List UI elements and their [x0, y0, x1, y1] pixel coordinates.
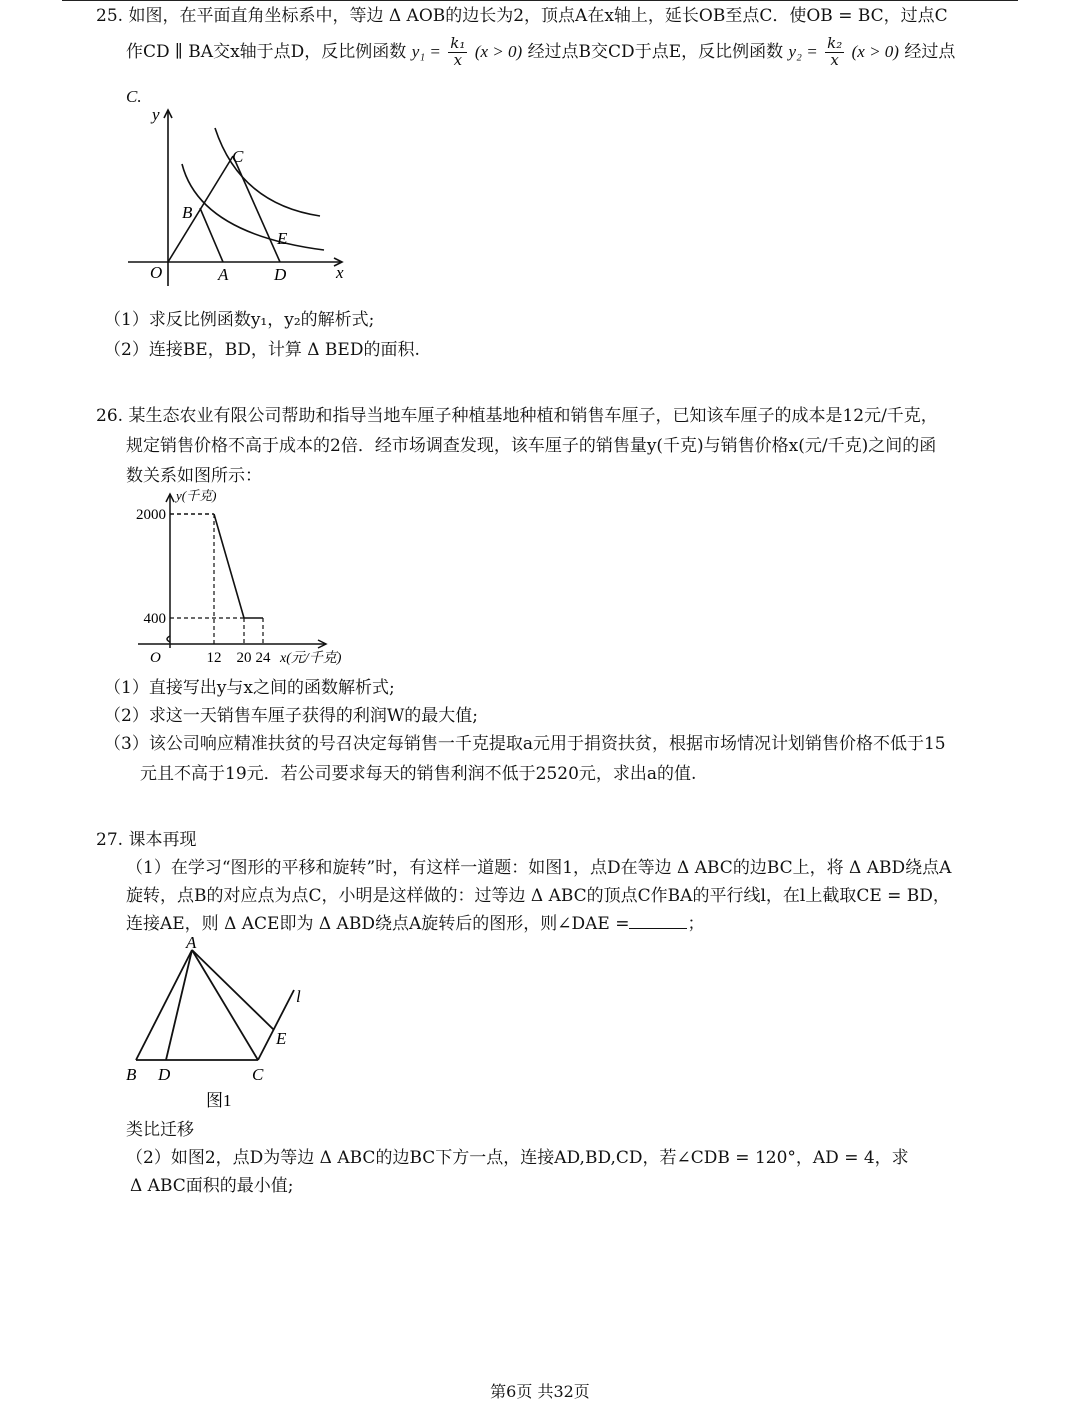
q27-label-C: C — [252, 1065, 264, 1084]
q26-sub3-line2: 元且不高于19元．若公司要求每天的销售利润不低于2520元，求出a的值. — [140, 764, 697, 784]
q27-label-B: B — [126, 1065, 137, 1084]
q26-ytick-2000: 2000 — [136, 507, 166, 523]
q25-line3: C. — [126, 87, 142, 106]
q26-sub3-line1: （3）该公司响应精准扶贫的号召决定每销售一千克提取a元用于捐资扶贫，根据市场情况计划销售价格不低于15 — [104, 734, 946, 754]
q26-line2: 规定销售价格不高于成本的2倍．经市场调查发现，该车厘子的销售量y(千克)与销售价格x(元/千克)之间的函 — [126, 436, 937, 456]
q27-analogy-heading: 类比迁移 — [126, 1120, 194, 1140]
q26-sub1: （1）直接写出y与x之间的函数解析式; — [104, 678, 395, 698]
q27-label-l: l — [296, 987, 301, 1006]
q26-line3: 数关系如图所示： — [126, 466, 262, 486]
q25-cond1: (x > 0) — [474, 41, 523, 61]
q25-x-den1: x — [453, 50, 463, 69]
q25-figure — [120, 104, 360, 294]
q25-line1 — [96, 2, 948, 32]
q25-label-B: B — [182, 203, 193, 222]
q25-label-y: y — [152, 105, 160, 124]
q25-y1: y₁ = — [411, 41, 441, 61]
q27-heading-line — [96, 826, 196, 856]
q27-label-A: A — [186, 936, 197, 952]
q25-text-2c: 经过点 — [904, 41, 956, 62]
q27-line-l — [258, 990, 294, 1060]
q27-answer-blank[interactable] — [629, 914, 687, 929]
q26-segment-2 — [214, 514, 244, 618]
q27-label-E: E — [276, 1029, 287, 1048]
q25-x-den2: x — [830, 50, 839, 69]
q25-cond2: (x > 0) — [851, 41, 899, 61]
q25-curve-y2 — [215, 128, 320, 216]
q25-label-C: C — [232, 147, 244, 166]
q27-segment-AB — [136, 950, 192, 1060]
q25-frac-k2 — [825, 36, 844, 69]
q26-line1 — [96, 402, 938, 432]
page-footer: 第6页 共32页 — [490, 1382, 590, 1401]
q26-number: 26. — [96, 406, 124, 426]
q27-sub2-line2: Δ ABC面积的最小值; — [130, 1176, 294, 1196]
q27-text-3: 连接AE，则 Δ ACE即为 Δ ABD绕点A旋转后的图形，则∠DAE = — [126, 914, 630, 934]
q26-origin-label: O — [150, 650, 161, 666]
q27-label-D: D — [158, 1065, 171, 1084]
q25-segment-CD — [233, 156, 280, 262]
q26-sub2: （2）求这一天销售车厘子获得的利润W的最大值; — [104, 706, 479, 726]
q25-label-O: O — [150, 263, 163, 282]
q27-heading: 课本再现 — [128, 830, 197, 850]
q27-sub2-line1: （2）如图2，点D为等边 Δ ABC的边BC下方一点，连接AD,BD,CD，若∠CDB = 120°，AD = 4，求 — [126, 1148, 909, 1168]
q27-line1: （1）在学习“图形的平移和旋转”时，有这样一道题：如图1，点D在等边 Δ ABC的边BC上，将 Δ ABD绕点A — [126, 858, 952, 878]
q27-number: 27. — [96, 830, 124, 850]
q25-k1: k₁ — [450, 34, 466, 52]
q27-line2: 旋转，点B的对应点为点C，小明是这样做的：过等边 Δ ABC的顶点C作BA的平行线l，在l上截取CE = BD， — [126, 886, 950, 906]
q25-label-x: x — [336, 263, 344, 282]
q25-label-D: D — [274, 265, 287, 284]
q27-text-3-end: ； — [687, 914, 705, 934]
q27-segment-AD — [166, 950, 192, 1060]
q25-frac-k1 — [448, 36, 467, 69]
q26-chart — [118, 486, 378, 670]
q25-line2 — [126, 36, 955, 69]
q27-figure-1 — [118, 936, 328, 1114]
top-rule — [62, 0, 1018, 1]
q25-label-A: A — [218, 265, 229, 284]
q25-y2: y₂ = — [788, 41, 818, 61]
q25-number: 25. — [96, 6, 124, 26]
q25-k2: k₂ — [827, 34, 843, 52]
q25-label-E: E — [277, 229, 288, 248]
q25-curve-y1 — [182, 164, 324, 250]
q26-ylabel: y(千克) — [176, 488, 217, 503]
q26-text-1: 某生态农业有限公司帮助和指导当地车厘子种植基地种植和销售车厘子，已知该车厘子的成本是12元/千克， — [128, 406, 938, 426]
q25-text-1: 如图，在平面直角坐标系中，等边 Δ AOB的边长为2，顶点A在x轴上，延长OB至点C．使OB = BC，过点C — [128, 6, 948, 26]
q26-xlabel: x(元/千克) — [280, 651, 342, 666]
q26-xtick-24: 24 — [255, 650, 271, 666]
q26-xtick-20: 20 — [236, 650, 252, 666]
q25-text-2b: 经过点B交CD于点E，反比例函数 — [527, 41, 784, 62]
q25-sub1: （1）求反比例函数y₁，y₂的解析式; — [104, 310, 375, 330]
q27-fig-caption: 图1 — [206, 1091, 232, 1110]
q25-text-2a: 作CD ∥ BA交x轴于点D，反比例函数 — [126, 41, 407, 62]
q26-ytick-400: 400 — [143, 611, 166, 627]
q26-xtick-12: 12 — [206, 650, 222, 666]
q25-sub2: （2）连接BE，BD，计算 Δ BED的面积. — [104, 340, 420, 360]
